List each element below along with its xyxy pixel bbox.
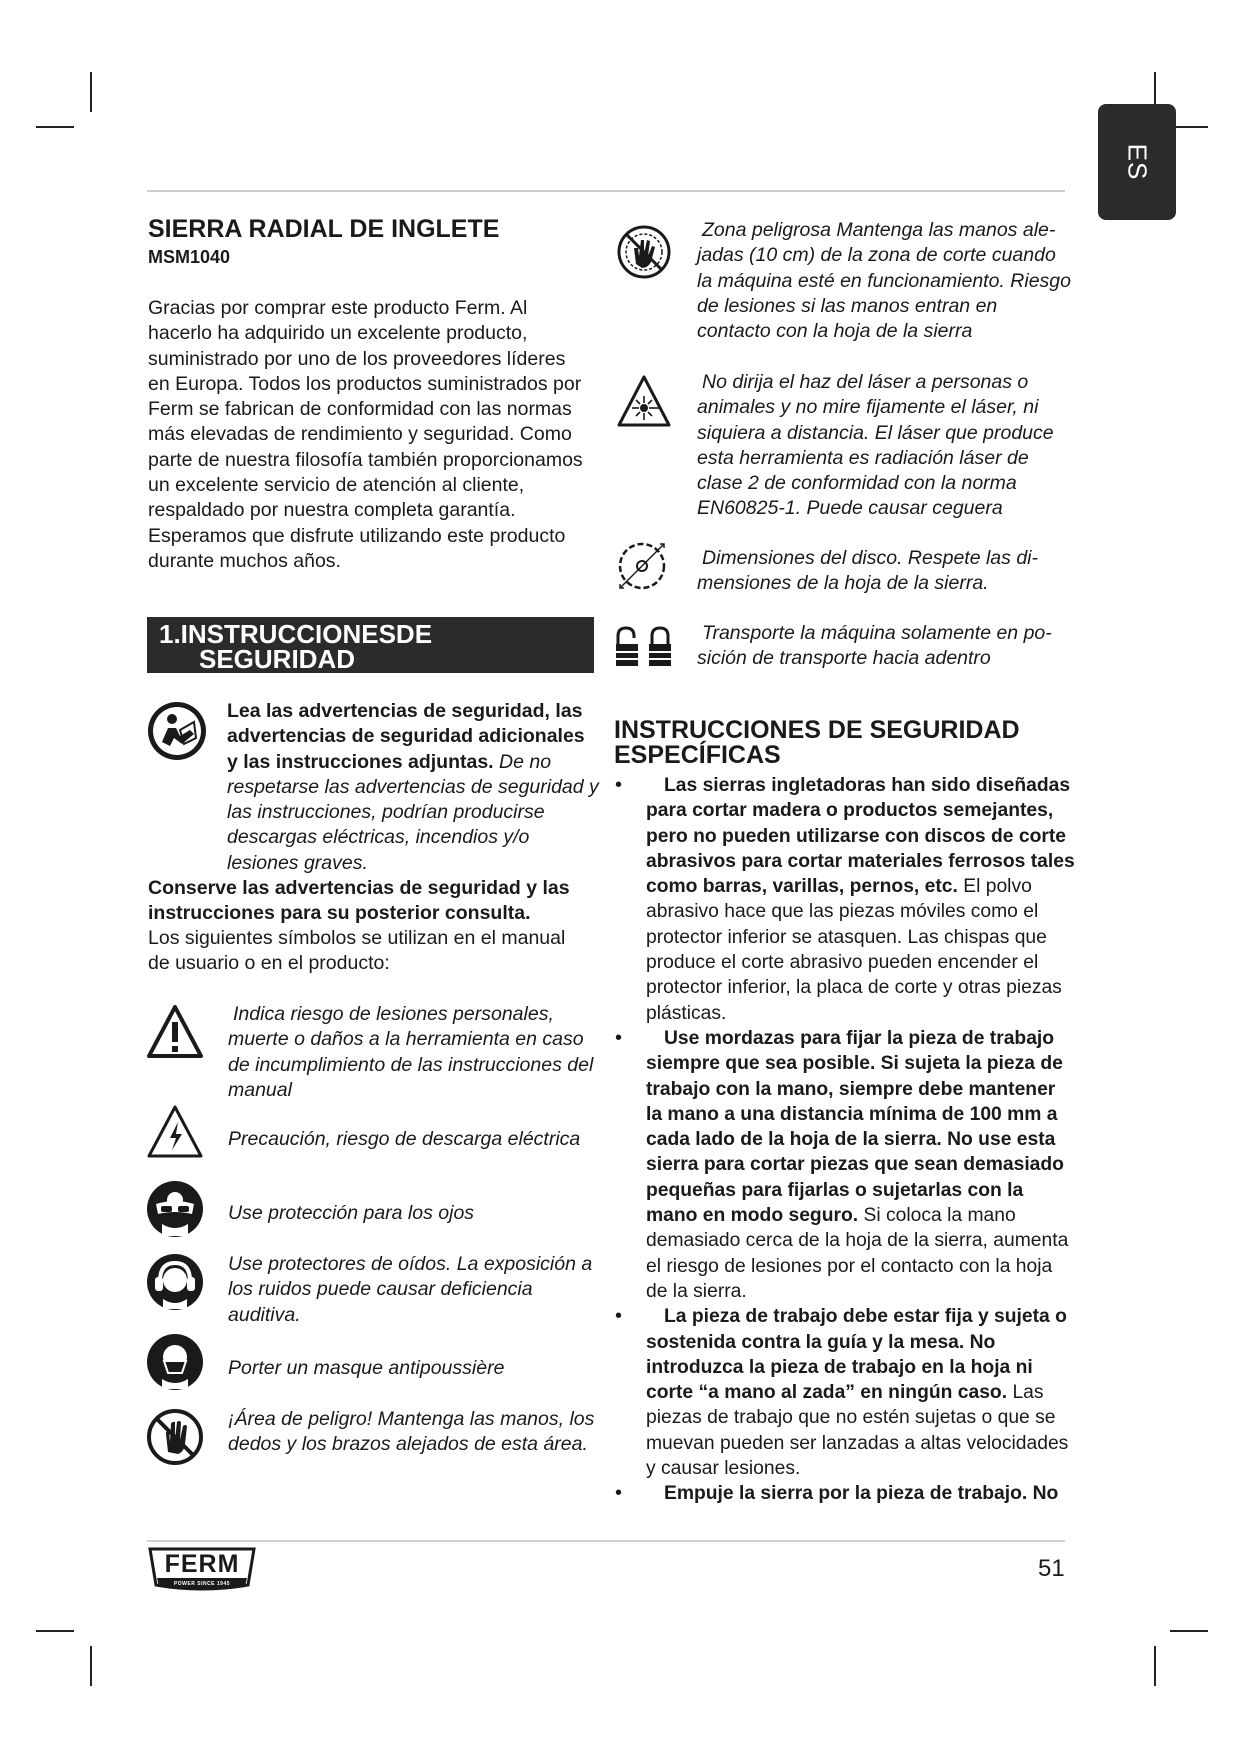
crop-mark [36, 1630, 74, 1632]
list-item: • Empuje la sierra por la pieza de trabajo. No [616, 1481, 1076, 1506]
read-warning-block [148, 699, 600, 927]
crop-mark [1170, 1630, 1208, 1632]
crop-mark [36, 126, 74, 128]
crop-mark [1154, 1646, 1156, 1686]
list-item: • Las sierras ingletadoras han sido diseñadas para cortar madera o productos semejantes, pero no pueden utilizarse con discos de corte abrasivos para cortar materiales ferrosos tales como barras, varillas, pernos, etc. El polvo abrasivo hace que las piezas móviles como el protector inferior se atasquen. Las chispas que produce el corte abrasivo pueden encender el protector inferior, la placa de corte y otras piezas plásticas. [616, 773, 1076, 1026]
symbol-text-hand-zone: Zona peligrosa Mantenga las manos ale-jadas (10 cm) de la zona de corte cuando la máquina esté en funcionamiento. Riesgo de lesiones si las manos entran en contacto con la hoja de la sierra [697, 219, 1071, 343]
page-title: SIERRA RADIAL DE INGLETE [148, 215, 500, 243]
intro-paragraph: Gracias por comprar este producto Ferm. Al hacerlo ha adquirido un excelente producto, suministrado por uno de los proveedores líderes en Europa. Todos los productos suministrados por Ferm se fabrican de conformidad con las normas más elevadas de rendimiento y seguridad. Como parte de nuestra filosofía también proporcionamos un excelente servicio de atención al cliente, respaldado por nuestra completa garantía. Esperamos que disfrute utilizando este producto durante muchos años. [148, 297, 583, 572]
hand-danger-zone-icon [616, 224, 672, 285]
dust-mask-icon [146, 1333, 204, 1396]
symbol-text-ear: Use protectores de oídos. La exposición a los ruidos puede causar deficiencia auditiva. [228, 1253, 593, 1326]
language-tab [1098, 104, 1176, 220]
eye-protection-icon [146, 1180, 204, 1243]
crop-mark [90, 72, 92, 112]
top-rule [147, 190, 1065, 192]
symbol-text-laser: No dirija el haz del láser a personas o animales y no mire fijamente el láser, ni siquiera a distancia. El láser que produce esta herramienta es radiación láser de clase 2 de conformidad con la norma EN60825-1. Puede causar ceguera [697, 371, 1054, 520]
keep-instructions: Conserve las advertencias de seguridad y las instrucciones para su posterior consulta. [148, 877, 570, 925]
bottom-rule [147, 1540, 1065, 1542]
lock-transport-icon [614, 624, 674, 675]
symbol-text-blade: Dimensiones del disco. Respete las di-mensiones de la hoja de la sierra. [697, 547, 1038, 595]
page-number: 51 [1038, 1555, 1065, 1582]
ferm-logo [148, 1547, 256, 1593]
ear-protection-icon [146, 1253, 204, 1316]
ferm-logo-text: FERM [164, 1550, 240, 1578]
electric-shock-icon [146, 1104, 204, 1165]
read-warning-bold: Lea las advertencias de seguridad, las advertencias de seguridad adicionales y las instrucciones adjuntas. [227, 700, 585, 773]
ferm-logo-subtitle: POWER SINCE 1945 [173, 1581, 231, 1587]
list-item: • La pieza de trabajo debe estar fija y sujeta o sostenida contra la guía y la mesa. No introduzca la pieza de trabajo en la hoja ni corte “a mano al zada” en ningún caso. Las piezas de trabajo que no estén sujetas o que se muevan pueden ser lanzadas a altas velocidades y causar lesiones. [616, 1304, 1076, 1481]
specific-heading-line1: INSTRUCCIONES DE SEGURIDAD [614, 716, 1020, 744]
symbols-intro: Los siguientes símbolos se utilizan en el manual de usuario o en el producto: [148, 927, 566, 975]
symbol-text-hands: ¡Área de peligro! Mantenga las manos, los dedos y los brazos alejados de esta área. [228, 1408, 595, 1456]
symbol-text-eye: Use protección para los ojos [228, 1202, 475, 1224]
symbol-text-electric: Precaución, riesgo de descarga eléctrica [228, 1128, 581, 1150]
section-heading-line2: SEGURIDAD [199, 644, 356, 674]
saw-blade-icon [612, 536, 672, 601]
language-code: ES [1122, 143, 1153, 181]
specific-instructions-list [616, 773, 1076, 1507]
specific-heading-line2: ESPECÍFICAS [614, 741, 781, 769]
symbol-text-transport: Transporte la máquina solamente en po-sición de transporte hacia adentro [697, 622, 1052, 670]
model-number: MSM1040 [148, 247, 231, 267]
section-heading-line1: 1.INSTRUCCIONESDE [159, 619, 433, 649]
read-warning-italic: De no respetarse las advertencias de seguridad y las instrucciones, podrían producirse descargas eléctricas, incendios y/o lesiones graves. [227, 750, 599, 874]
no-hands-icon [146, 1408, 204, 1471]
section-heading-bar [147, 617, 594, 673]
list-item: • Use mordazas para fijar la pieza de trabajo siempre que sea posible. Si sujeta la pieza de trabajo con la mano, siempre debe mantener la mano a una distancia mínima de 100 mm a cada lado de la hoja de la sierra. No use esta sierra para cortar piezas que sean demasiado pequeñas para fijarlas o sujetarlas con la mano en modo seguro. Si coloca la mano demasiado cerca de la hoja de la sierra, aumenta el riesgo de lesiones por el contacto con la hoja de la sierra. [616, 1026, 1076, 1304]
warning-triangle-icon [146, 1004, 204, 1065]
symbol-text-warning: Indica riesgo de lesiones personales, muerte o daños a la herramienta en caso de incumplimiento de las instrucciones del manual [228, 1003, 594, 1101]
crop-mark [90, 1646, 92, 1686]
symbol-text-dust: Porter un masque antipoussière [228, 1357, 505, 1379]
laser-warning-icon [616, 374, 672, 435]
